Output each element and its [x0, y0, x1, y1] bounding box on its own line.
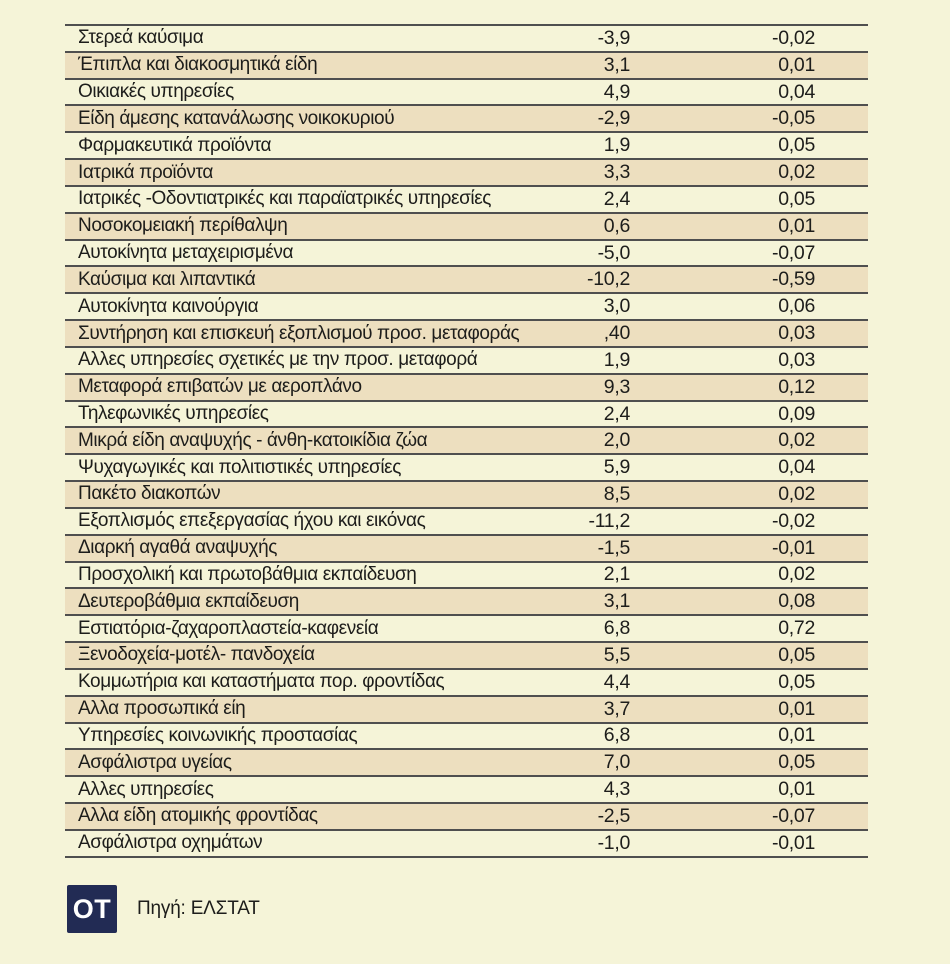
impact-cell: 0,12 — [778, 375, 815, 398]
impact-cell: 0,01 — [778, 53, 815, 76]
table-row — [65, 509, 868, 536]
table-row — [65, 777, 868, 804]
table-row — [65, 616, 868, 643]
change-cell: 2,0 — [603, 429, 630, 452]
category-cell: Νοσοκομειακή περίθαλψη — [78, 215, 288, 237]
change-cell: -3,9 — [597, 26, 630, 49]
category-cell: Προσχολική και πρωτοβάθμια εκπαίδευση — [78, 563, 417, 585]
change-cell: 2,1 — [603, 563, 630, 586]
category-cell: Μεταφορά επιβατών με αεροπλάνο — [78, 376, 362, 398]
impact-cell: 0,05 — [778, 670, 815, 693]
change-cell: 9,3 — [603, 375, 630, 398]
table-row — [65, 80, 868, 107]
cpi-categories-table — [65, 24, 868, 858]
change-cell: 1,9 — [603, 134, 630, 157]
change-cell: 3,1 — [603, 590, 630, 613]
category-cell: Κομμωτήρια και καταστήματα πορ. φροντίδας — [78, 671, 445, 693]
table-row — [65, 750, 868, 777]
change-cell: -5,0 — [597, 241, 630, 264]
change-cell: 7,0 — [603, 751, 630, 774]
change-cell: 3,1 — [603, 53, 630, 76]
impact-cell: 0,08 — [778, 590, 815, 613]
category-cell: Ασφάλιστρα υγείας — [78, 751, 232, 773]
table-row — [65, 187, 868, 214]
table-row — [65, 697, 868, 724]
category-cell: Διαρκή αγαθά αναψυχής — [78, 537, 278, 559]
category-cell: Δευτεροβάθμια εκπαίδευση — [78, 590, 299, 612]
category-cell: Ξενοδοχεία-μοτέλ- πανδοχεία — [78, 644, 315, 666]
impact-cell: 0,09 — [778, 402, 815, 425]
change-cell: 3,7 — [603, 697, 630, 720]
change-cell: 3,3 — [603, 161, 630, 184]
category-cell: Αλλες υπηρεσίες — [78, 778, 214, 800]
change-cell: -1,5 — [597, 536, 630, 559]
category-cell: Φαρμακευτικά προϊόντα — [78, 134, 272, 156]
table-row — [65, 428, 868, 455]
table-row — [65, 241, 868, 268]
change-cell: 2,4 — [603, 187, 630, 210]
category-cell: Ψυχαγωγικές και πολιτιστικές υπηρεσίες — [78, 456, 401, 478]
impact-cell: 0,05 — [778, 751, 815, 774]
impact-cell: 0,02 — [778, 429, 815, 452]
table-row — [65, 643, 868, 670]
footer — [67, 885, 260, 933]
change-cell: 1,9 — [603, 348, 630, 371]
impact-cell: 0,01 — [778, 697, 815, 720]
category-cell: Ιατρικές -Οδοντιατρικές και παραϊατρικές υπηρεσίες — [78, 188, 492, 210]
change-cell: 2,4 — [603, 402, 630, 425]
table-row — [65, 670, 868, 697]
impact-cell: -0,01 — [772, 536, 815, 559]
table-row — [65, 563, 868, 590]
table-row — [65, 536, 868, 563]
impact-cell: -0,07 — [772, 241, 815, 264]
impact-cell: 0,01 — [778, 778, 815, 801]
category-cell: Οικιακές υπηρεσίες — [78, 81, 234, 103]
impact-cell: 0,06 — [778, 295, 815, 318]
change-cell: 4,3 — [603, 778, 630, 801]
impact-cell: 0,05 — [778, 643, 815, 666]
table-row — [65, 321, 868, 348]
change-cell: 0,6 — [603, 214, 630, 237]
table-row — [65, 133, 868, 160]
category-cell: Ασφάλιστρα οχημάτων — [78, 832, 263, 854]
change-cell: ,40 — [603, 322, 630, 345]
change-cell: 5,9 — [603, 456, 630, 479]
change-cell: -2,9 — [597, 107, 630, 130]
category-cell: Ιατρικά προϊόντα — [78, 161, 213, 183]
table-row — [65, 831, 868, 858]
table-row — [65, 402, 868, 429]
change-cell: -2,5 — [597, 804, 630, 827]
table-row — [65, 455, 868, 482]
impact-cell: 0,03 — [778, 322, 815, 345]
impact-cell: 0,02 — [778, 482, 815, 505]
impact-cell: -0,59 — [772, 268, 815, 291]
change-cell: -10,2 — [587, 268, 630, 291]
table-row — [65, 804, 868, 831]
impact-cell: 0,01 — [778, 724, 815, 747]
impact-cell: -0,07 — [772, 804, 815, 827]
category-cell: Είδη άμεσης κατανάλωσης νοικοκυριού — [78, 107, 395, 129]
impact-cell: 0,05 — [778, 134, 815, 157]
impact-cell: 0,04 — [778, 80, 815, 103]
impact-cell: 0,04 — [778, 456, 815, 479]
category-cell: Αλλα προσωπικά είη — [78, 698, 246, 720]
ot-logo: OT — [67, 885, 117, 933]
category-cell: Καύσιμα και λιπαντικά — [78, 268, 256, 290]
category-cell: Συντήρηση και επισκευή εξοπλισμού προσ. μεταφοράς — [78, 322, 520, 344]
impact-cell: 0,05 — [778, 187, 815, 210]
table-row — [65, 267, 868, 294]
change-cell: -1,0 — [597, 831, 630, 854]
category-cell: Τηλεφωνικές υπηρεσίες — [78, 403, 269, 424]
source-text: Πηγή: ΕΛΣΤΑΤ — [137, 898, 260, 919]
category-cell: Αλλα είδη ατομικής φροντίδας — [78, 805, 318, 827]
table-row — [65, 375, 868, 402]
table-row — [65, 482, 868, 509]
category-cell: Αλλες υπηρεσίες σχετικές με την προσ. μεταφορά — [78, 349, 478, 371]
impact-cell: 0,72 — [778, 617, 815, 640]
table-row — [65, 106, 868, 133]
category-cell: Αυτοκίνητα μεταχειρισμένα — [78, 242, 294, 264]
category-cell: Υπηρεσίες κοινωνικής προστασίας — [78, 724, 358, 746]
impact-cell: 0,03 — [778, 348, 815, 371]
change-cell: 3,0 — [603, 295, 630, 318]
table-row — [65, 53, 868, 80]
change-cell: 5,5 — [603, 643, 630, 666]
table-row — [65, 348, 868, 375]
table-row — [65, 214, 868, 241]
impact-cell: -0,02 — [772, 26, 815, 49]
table-row — [65, 294, 868, 321]
category-cell: Εξοπλισμός επεξεργασίας ήχου και εικόνας — [78, 510, 426, 532]
table-row — [65, 724, 868, 751]
impact-cell: 0,02 — [778, 161, 815, 184]
category-cell: Αυτοκίνητα καινούργια — [78, 295, 259, 317]
category-cell: Έπιπλα και διακοσμητικά είδη — [78, 54, 318, 76]
table-row — [65, 589, 868, 616]
impact-cell: -0,02 — [772, 509, 815, 532]
category-cell: Μικρά είδη αναψυχής - άνθη-κατοικίδια ζώα — [78, 429, 428, 451]
category-cell: Εστιατόρια-ζαχαροπλαστεία-καφενεία — [78, 617, 379, 639]
category-cell: Πακέτο διακοπών — [78, 483, 221, 505]
category-cell: Στερεά καύσιμα — [78, 27, 204, 49]
impact-cell: -0,05 — [772, 107, 815, 130]
impact-cell: 0,01 — [778, 214, 815, 237]
change-cell: 6,8 — [603, 617, 630, 640]
table-row — [65, 160, 868, 187]
change-cell: 4,9 — [603, 80, 630, 103]
table-row — [65, 26, 868, 53]
change-cell: -11,2 — [588, 509, 630, 532]
change-cell: 6,8 — [603, 724, 630, 747]
impact-cell: 0,02 — [778, 563, 815, 586]
impact-cell: -0,01 — [772, 831, 815, 854]
change-cell: 8,5 — [603, 482, 630, 505]
change-cell: 4,4 — [603, 670, 630, 693]
